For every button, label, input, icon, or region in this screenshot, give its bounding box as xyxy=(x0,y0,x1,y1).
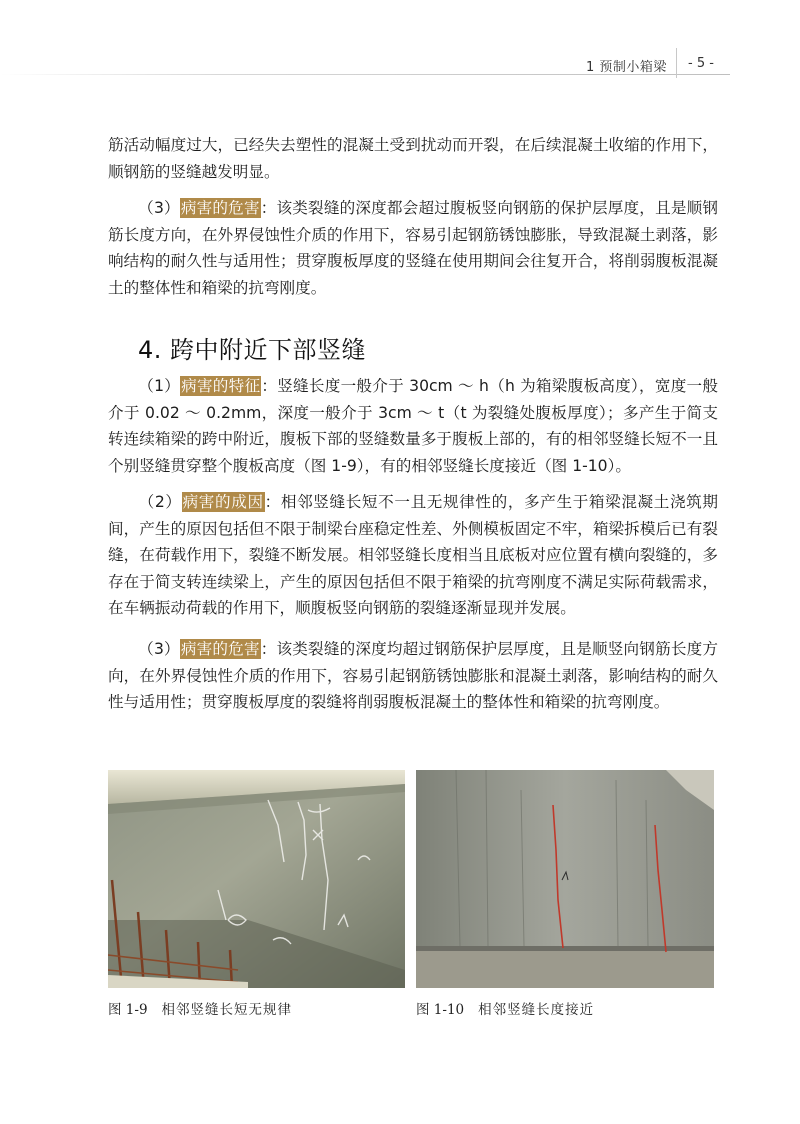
highlight-tag: 病害的危害 xyxy=(180,640,260,658)
figure-caption-text: 相邻竖缝长短无规律 xyxy=(161,1002,293,1018)
running-header-title: 1 预制小箱梁 xyxy=(586,60,667,75)
item-number: （2） xyxy=(138,493,182,511)
figure-number: 图 1-9 xyxy=(108,1002,148,1018)
paragraph-text: 筋活动幅度过大，已经失去塑性的混凝土受到扰动而开裂，在后续混凝土收缩的作用下，顺钢筋的竖缝越发明显。 xyxy=(108,136,718,181)
figure-caption xyxy=(416,998,594,1018)
highlight-tag: 病害的成因 xyxy=(182,493,264,511)
paragraph-cause xyxy=(108,489,718,622)
section-heading: 4. 跨中附近下部竖缝 xyxy=(138,336,367,364)
figure-caption-text: 相邻竖缝长度接近 xyxy=(478,1002,595,1018)
highlight-tag: 病害的特征 xyxy=(181,377,261,395)
paragraph-hazard xyxy=(108,636,718,716)
paragraph-continuation xyxy=(108,132,718,185)
figure-photo-irregular-cracks xyxy=(108,770,405,988)
figure-number: 图 1-10 xyxy=(416,1002,465,1018)
item-number: （1） xyxy=(138,377,181,395)
paragraph-hazard-3 xyxy=(108,195,718,301)
page-number: - 5 - xyxy=(688,56,714,71)
highlight-tag: 病害的危害 xyxy=(180,199,260,217)
item-number: （3） xyxy=(138,199,180,217)
item-number: （3） xyxy=(138,640,180,658)
paragraph-feature xyxy=(108,373,718,479)
figure-caption xyxy=(108,998,292,1018)
paragraph-text: ：相邻竖缝长短不一且无规律性的，多产生于箱梁混凝土浇筑期间，产生的原因包括但不限于制梁台座稳定性差、外侧模板固定不牢，箱梁拆模后已有裂缝，在荷载作用下，裂缝不断发展。相邻竖缝长度相当且底板对应位置有横向裂缝的，多存在于简支转连续梁上，产生的原因包括但不限于箱梁的抗弯刚度不满足实际荷载需求，在车辆振动荷载的作用下，顺腹板竖向钢筋的裂缝逐渐显现并发展。 xyxy=(108,493,718,618)
paragraph-text: ：该类裂缝的深度都会超过腹板竖向钢筋的保护层厚度，且是顺钢筋长度方向，在外界侵蚀性介质的作用下，容易引起钢筋锈蚀膨胀，导致混凝土剥落，影响结构的耐久性与适用性；贯穿腹板厚度的竖缝在使用期间会往复开合，将削弱腹板混凝土的整体性和箱梁的抗弯刚度。 xyxy=(108,199,718,297)
figure-photo-similar-cracks xyxy=(416,770,714,988)
paragraph-text: ：竖缝长度一般介于 30cm ～ h（h 为箱梁腹板高度），宽度一般介于 0.02 ～ 0.2mm，深度一般介于 3cm ～ t（t 为裂缝处腹板厚度）；多产生于简支转连续箱梁的跨中附近，腹板下部的竖缝数量多于腹板上部的，有的相邻竖缝长短不一且个别竖缝贯穿整个腹板高度（图 1-9），有的相邻竖缝长度接近（图 1-10）。 xyxy=(108,377,718,475)
header-divider xyxy=(676,48,677,78)
paragraph-text: ：该类裂缝的深度均超过钢筋保护层厚度，且是顺竖向钢筋长度方向，在外界侵蚀性介质的作用下，容易引起钢筋锈蚀膨胀和混凝土剥落，影响结构的耐久性与适用性；贯穿腹板厚度的裂缝将削弱腹板混凝土的整体性和箱梁的抗弯刚度。 xyxy=(108,640,718,712)
